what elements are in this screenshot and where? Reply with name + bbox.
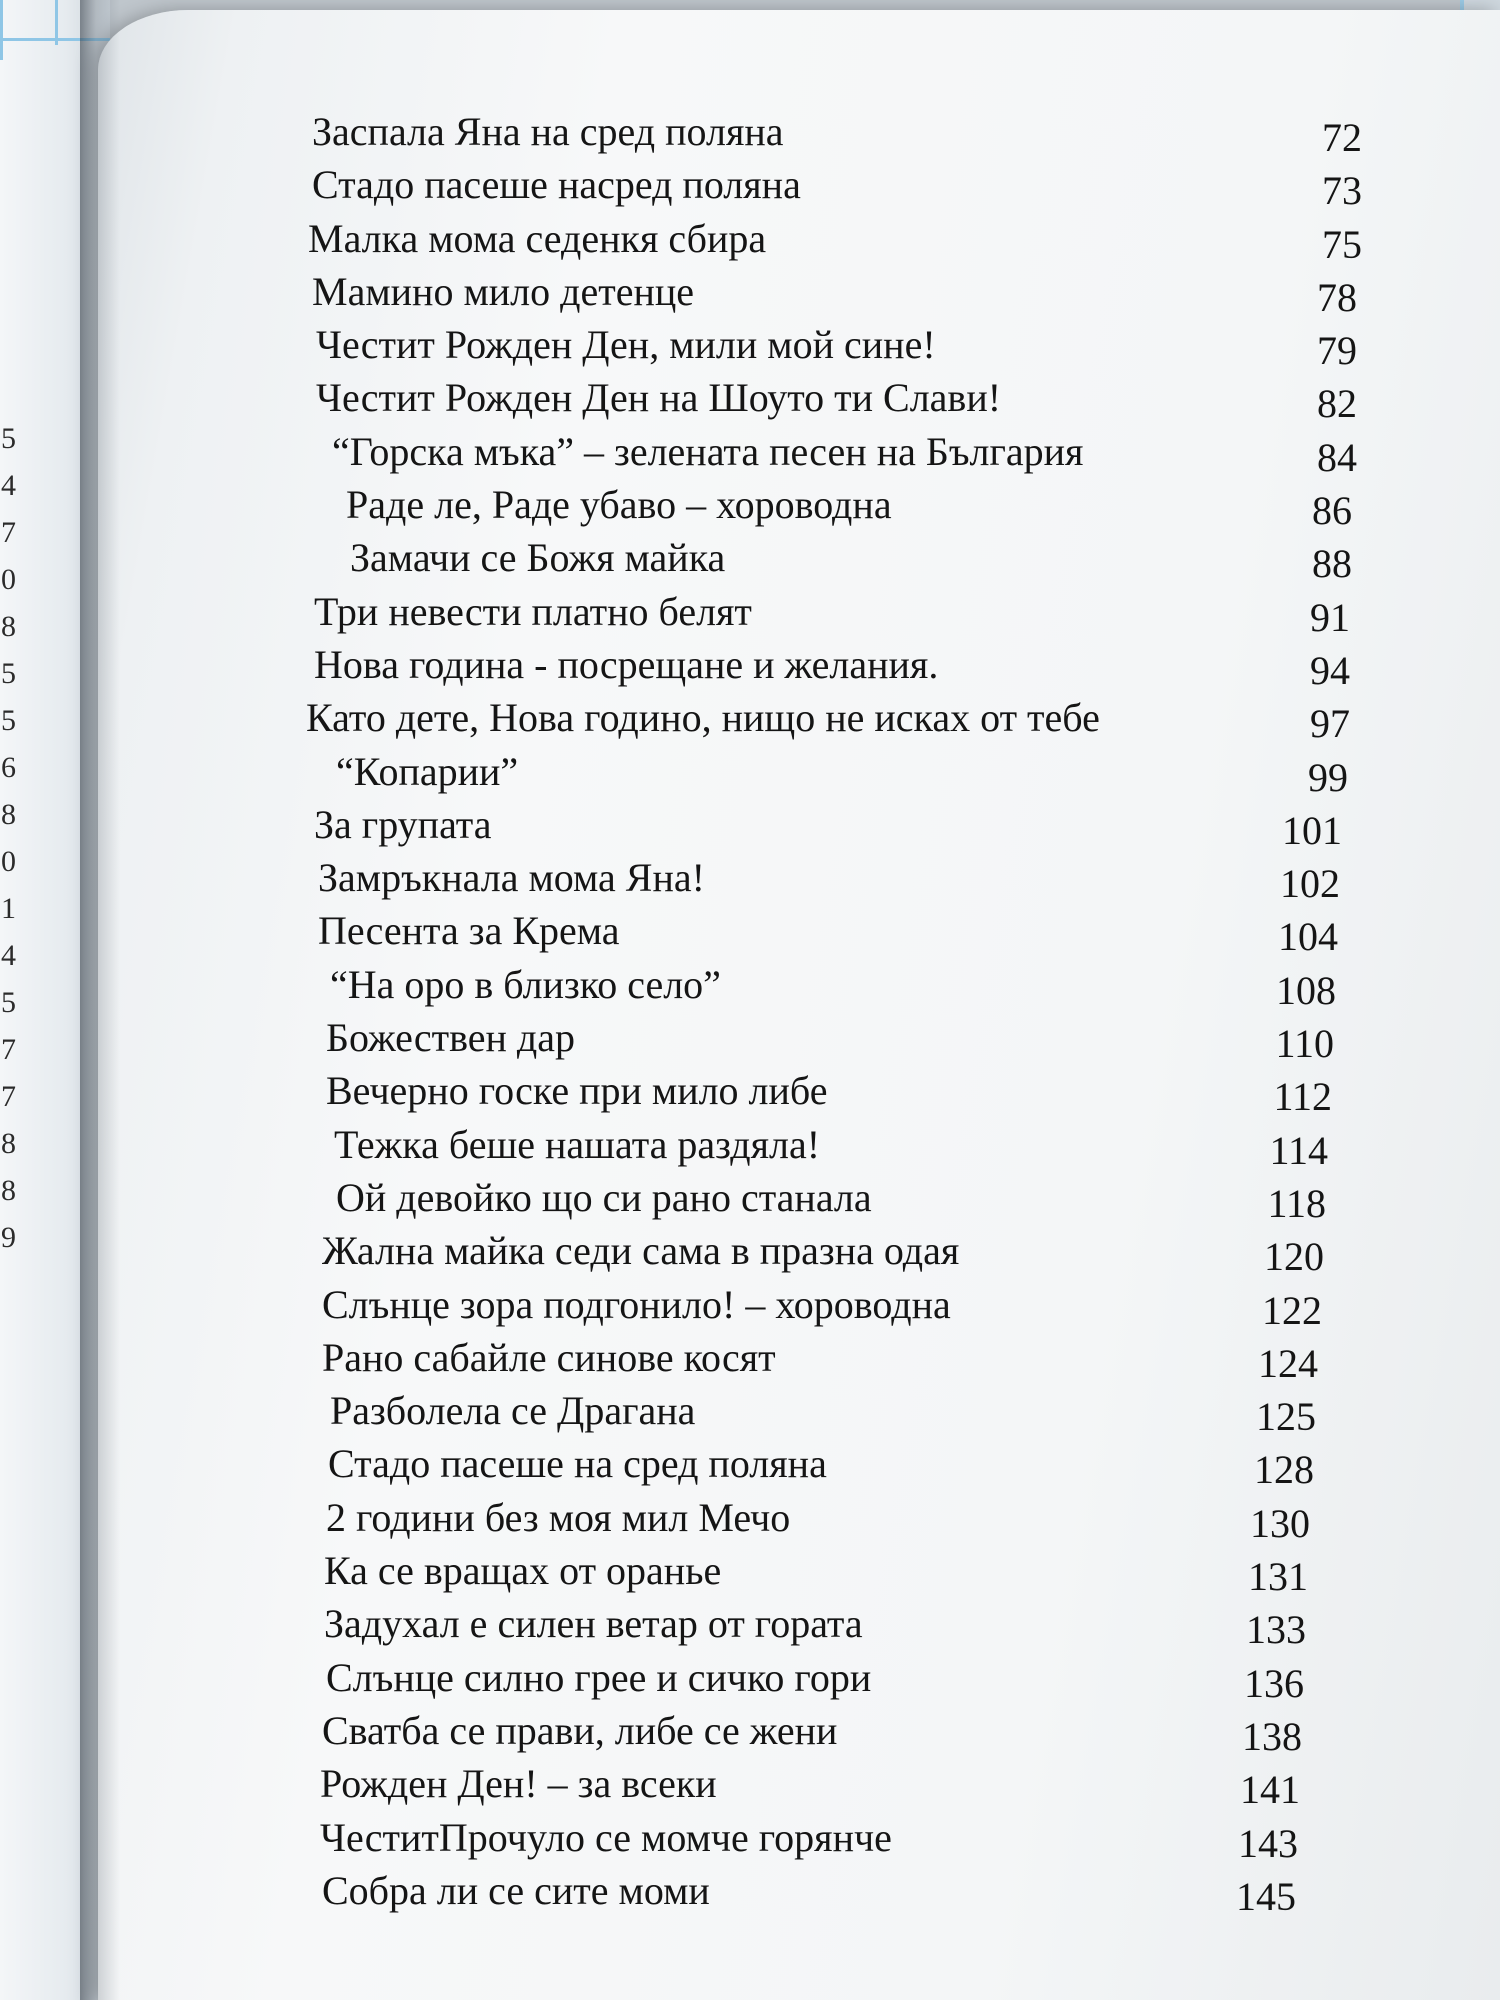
toc-entry-title: Божествен дар <box>326 1015 575 1061</box>
toc-entry-title: Стадо пасеше насред поляна <box>312 162 801 208</box>
left-page-digit: 8 <box>1 1174 16 1207</box>
toc-entry <box>312 265 1382 318</box>
toc-entry-title: Честит Рожден Ден на Шоуто ти Слави! <box>316 375 1002 421</box>
toc-entry <box>312 585 1382 638</box>
toc-entry-title: Три невести платно белят <box>314 588 752 634</box>
toc-entry-page-number: 99 <box>1308 754 1348 800</box>
toc-entry-title: Тежка беше нашата раздяла! <box>334 1121 821 1167</box>
toc-entry-page-number: 79 <box>1317 328 1357 374</box>
toc-entry-page-number: 145 <box>1236 1873 1296 1919</box>
toc-entry <box>312 1651 1382 1704</box>
toc-entry <box>312 1278 1382 1331</box>
toc-entry-title: Като дете, Нова годино, нищо не исках от тебе <box>306 695 1100 741</box>
toc-entry-page-number: 91 <box>1310 594 1350 640</box>
toc-entry-page-number: 94 <box>1310 647 1350 693</box>
toc-entry-title: За групата <box>314 801 492 847</box>
toc-entry-page-number: 124 <box>1258 1340 1318 1386</box>
toc-entry-title: Ка се вращах от оранье <box>324 1548 722 1594</box>
toc-entry-title: Слънце силно грее и сичко гори <box>326 1654 872 1700</box>
left-page-digit: 9 <box>1 1221 16 1254</box>
toc-entry-title: Мамино мило детенце <box>312 268 695 314</box>
toc-entry-page-number: 141 <box>1240 1767 1300 1813</box>
toc-entry-title: “Копарии” <box>336 748 519 794</box>
toc-entry-page-number: 120 <box>1264 1234 1324 1280</box>
left-page-digit: 8 <box>1 798 16 831</box>
toc-entry-title: Ой девойко що си рано станала <box>336 1174 872 1220</box>
toc-entry <box>312 851 1382 907</box>
toc-entry-title: Песента за Крема <box>318 908 620 954</box>
grid-line <box>0 0 3 60</box>
toc-entry-title: Рожден Ден! – за всеки <box>320 1761 717 1807</box>
toc-entry <box>312 1437 1382 1493</box>
toc-entry <box>312 745 1382 798</box>
toc-entry-page-number: 82 <box>1317 381 1357 427</box>
toc-entry-page-number: 110 <box>1275 1021 1334 1067</box>
left-page-digit: 5 <box>1 986 16 1019</box>
toc-entry-page-number: 114 <box>1269 1127 1328 1173</box>
toc-entry-title: Стадо пасеше на сред поляна <box>328 1441 827 1487</box>
toc-entry <box>312 958 1382 1011</box>
toc-entry-page-number: 72 <box>1322 115 1362 160</box>
toc-entry-page-number: 86 <box>1312 488 1352 534</box>
left-page-digit: 8 <box>1 610 16 643</box>
left-page-digit: 0 <box>1 845 16 878</box>
toc-entry-page-number: 112 <box>1273 1074 1332 1120</box>
table-of-contents <box>306 105 1382 1919</box>
toc-entry-title: Рано сабайле синове косят <box>322 1334 776 1380</box>
toc-entry-title: Заспала Яна на сред поляна <box>312 109 784 154</box>
toc-entry-title: “На оро в близко село” <box>330 961 721 1007</box>
left-page-digit: 5 <box>1 422 16 455</box>
toc-entry-page-number: 143 <box>1238 1820 1298 1866</box>
left-page-numbers <box>0 415 16 1261</box>
left-page-digit: 5 <box>1 657 16 690</box>
toc-entry <box>312 1597 1382 1653</box>
toc-entry-page-number: 101 <box>1282 807 1342 853</box>
toc-entry-title: Разболела се Драгана <box>330 1388 696 1434</box>
toc-entry <box>312 1064 1382 1120</box>
left-page-digit: 0 <box>1 563 16 596</box>
left-page-digit: 7 <box>1 1080 16 1113</box>
toc-entry-title: Задухал е силен ветар от гората <box>324 1601 863 1647</box>
left-page-digit: 7 <box>1 1033 16 1066</box>
toc-entry <box>312 1704 1382 1757</box>
toc-entry-title: Сватба се прави, либе се жени <box>322 1707 838 1753</box>
left-page-digit: 6 <box>1 751 16 784</box>
toc-entry-title: Собра ли се сите моми <box>322 1867 710 1913</box>
toc-entry-page-number: 125 <box>1256 1394 1316 1440</box>
toc-entry <box>312 904 1382 960</box>
left-page-digit: 7 <box>1 516 16 549</box>
left-page-digit: 8 <box>1 1127 16 1160</box>
toc-entry-title: Раде ле, Раде убаво – хороводна <box>346 482 892 528</box>
toc-entry-title: “Горска мъка” – зелената песен на България <box>332 428 1084 474</box>
toc-entry <box>312 1171 1382 1224</box>
toc-entry <box>312 1118 1382 1171</box>
toc-entry-title: Замръкнала мома Яна! <box>318 855 705 901</box>
toc-entry-title: Малка мома седенкя сбира <box>308 215 767 261</box>
toc-entry-title: Нова година - посрещане и желания. <box>314 641 939 687</box>
toc-entry <box>312 1224 1382 1280</box>
toc-entry <box>312 1331 1382 1384</box>
toc-entry <box>312 798 1382 851</box>
toc-entry-page-number: 102 <box>1280 861 1340 907</box>
toc-entry <box>312 105 1382 158</box>
toc-entry-title: ЧеститПрочуло се момче горянче <box>320 1814 892 1860</box>
toc-entry-page-number: 84 <box>1317 434 1357 480</box>
toc-entry-title: Слънце зора подгонило! – хороводна <box>322 1281 951 1327</box>
toc-entry-page-number: 131 <box>1248 1554 1308 1600</box>
grid-line <box>55 0 58 45</box>
toc-entry-page-number: 138 <box>1242 1713 1302 1759</box>
toc-entry <box>312 1811 1382 1864</box>
toc-entry-title: Жална майка седи сама в празна одая <box>322 1228 960 1274</box>
toc-entry <box>312 318 1382 374</box>
toc-entry <box>312 1491 1382 1544</box>
toc-entry-title: 2 години без моя мил Мечо <box>326 1494 791 1540</box>
toc-entry <box>312 1757 1382 1813</box>
toc-entry-page-number: 97 <box>1310 701 1350 747</box>
left-page-digit: 4 <box>1 939 16 972</box>
toc-entry-title: Замачи се Божя майка <box>350 535 726 581</box>
toc-entry-title: Вечерно госке при мило либе <box>326 1068 828 1114</box>
toc-entry-page-number: 104 <box>1278 914 1338 960</box>
toc-entry-page-number: 130 <box>1250 1500 1310 1546</box>
toc-entry <box>312 638 1382 691</box>
toc-entry-page-number: 108 <box>1276 967 1336 1013</box>
toc-entry <box>306 691 1382 747</box>
left-page-digit: 4 <box>1 469 16 502</box>
toc-entry <box>312 1544 1382 1600</box>
toc-entry <box>312 158 1382 214</box>
toc-entry-page-number: 78 <box>1317 274 1357 320</box>
toc-entry-title: Честит Рожден Ден, мили мой сине! <box>316 322 936 368</box>
left-page-digit: 5 <box>1 704 16 737</box>
toc-entry-page-number: 133 <box>1246 1607 1306 1653</box>
toc-entry-page-number: 75 <box>1322 221 1362 267</box>
toc-entry <box>312 1011 1382 1067</box>
left-page-digit: 1 <box>1 892 16 925</box>
toc-entry <box>312 425 1382 478</box>
toc-entry-page-number: 73 <box>1322 168 1362 214</box>
page-gutter-shadow <box>80 0 120 2000</box>
toc-entry <box>312 531 1382 587</box>
toc-entry <box>312 478 1382 534</box>
toc-entry <box>312 1864 1382 1917</box>
toc-entry <box>308 212 1382 267</box>
toc-entry-page-number: 136 <box>1244 1660 1304 1706</box>
toc-entry <box>312 1384 1382 1440</box>
toc-entry <box>312 371 1382 427</box>
toc-entry-page-number: 128 <box>1254 1447 1314 1493</box>
toc-entry-page-number: 88 <box>1312 541 1352 587</box>
toc-entry-page-number: 118 <box>1267 1180 1326 1226</box>
toc-entry-page-number: 122 <box>1262 1287 1322 1333</box>
